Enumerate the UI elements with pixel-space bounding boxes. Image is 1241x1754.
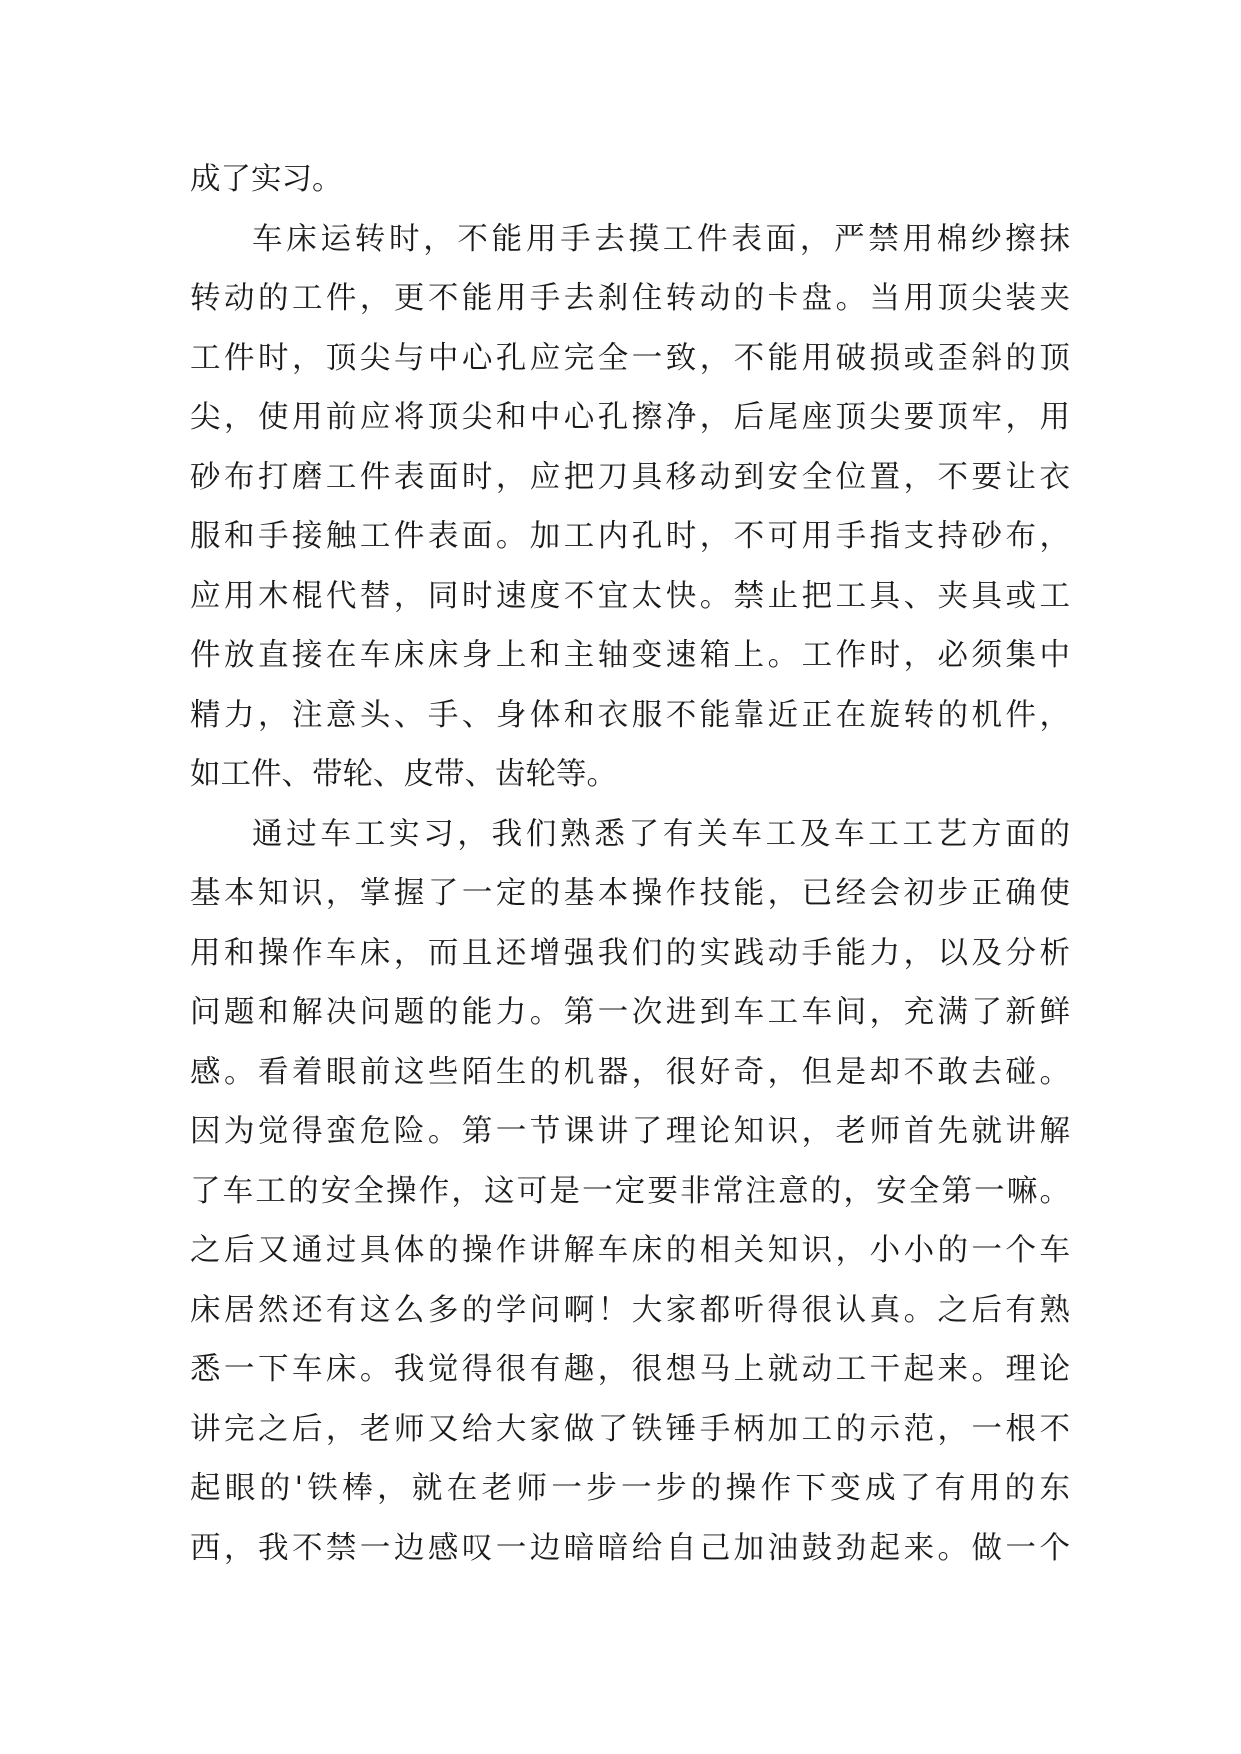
text-line: 西，我不禁一边感叹一边暗暗给自己加油鼓劲起来。做一个 bbox=[190, 1530, 1070, 1566]
text-line: 悉一下车床。我觉得很有趣，很想马上就动工干起来。理论 bbox=[190, 1352, 1070, 1387]
text-line: 因为觉得蛮危险。第一节课讲了理论知识，老师首先就讲解 bbox=[190, 1114, 1070, 1149]
text-line: 了车工的安全操作，这可是一定要非常注意的，安全第一嘛。 bbox=[190, 1173, 1070, 1209]
text-line: 转动的工件，更不能用手去刹住转动的卡盘。当用顶尖装夹 bbox=[190, 281, 1070, 316]
text-line: 工件时，顶尖与中心孔应完全一致，不能用破损或歪斜的顶 bbox=[190, 340, 1070, 376]
text-line: 之后又通过具体的操作讲解车床的相关知识，小小的一个车 bbox=[190, 1233, 1070, 1268]
text-line: 应用木棍代替，同时速度不宜太快。禁止把工具、夹具或工 bbox=[190, 578, 1070, 614]
text-line: 服和手接触工件表面。加工内孔时，不可用手指支持砂布， bbox=[190, 519, 1070, 554]
text-line: 用和操作车床，而且还增强我们的实践动手能力，以及分析 bbox=[190, 935, 1070, 971]
text-line: 感。看着眼前这些陌生的机器，很好奇，但是却不敢去碰。 bbox=[190, 1054, 1070, 1090]
text-line: 起眼的'铁棒，就在老师一步一步的操作下变成了有用的东 bbox=[190, 1471, 1070, 1506]
text-line: 砂布打磨工件表面时，应把刀具移动到安全位置，不要让衣 bbox=[190, 459, 1070, 495]
text-line: 成了实习。 bbox=[190, 162, 343, 197]
text-line: 基本知识，掌握了一定的基本操作技能，已经会初步正确使 bbox=[190, 876, 1070, 911]
body-text bbox=[190, 150, 1070, 1578]
text-line: 尖，使用前应将顶尖和中心孔擦净，后尾座顶尖要顶牢，用 bbox=[190, 400, 1070, 435]
text-line: 如工件、带轮、皮带、齿轮等。 bbox=[190, 757, 617, 792]
text-line: 通过车工实习，我们熟悉了有关车工及车工工艺方面的 bbox=[252, 816, 1070, 852]
text-line: 件放直接在车床床身上和主轴变速箱上。工作时，必须集中 bbox=[190, 638, 1070, 673]
text-line: 精力，注意头、手、身体和衣服不能靠近正在旋转的机件， bbox=[190, 697, 1070, 733]
text-line: 车床运转时，不能用手去摸工件表面，严禁用棉纱擦抹 bbox=[252, 221, 1070, 257]
text-line: 讲完之后，老师又给大家做了铁锤手柄加工的示范，一根不 bbox=[190, 1411, 1070, 1447]
text-line: 床居然还有这么多的学问啊！大家都听得很认真。之后有熟 bbox=[190, 1292, 1070, 1328]
text-line: 问题和解决问题的能力。第一次进到车工车间，充满了新鲜 bbox=[190, 995, 1070, 1030]
